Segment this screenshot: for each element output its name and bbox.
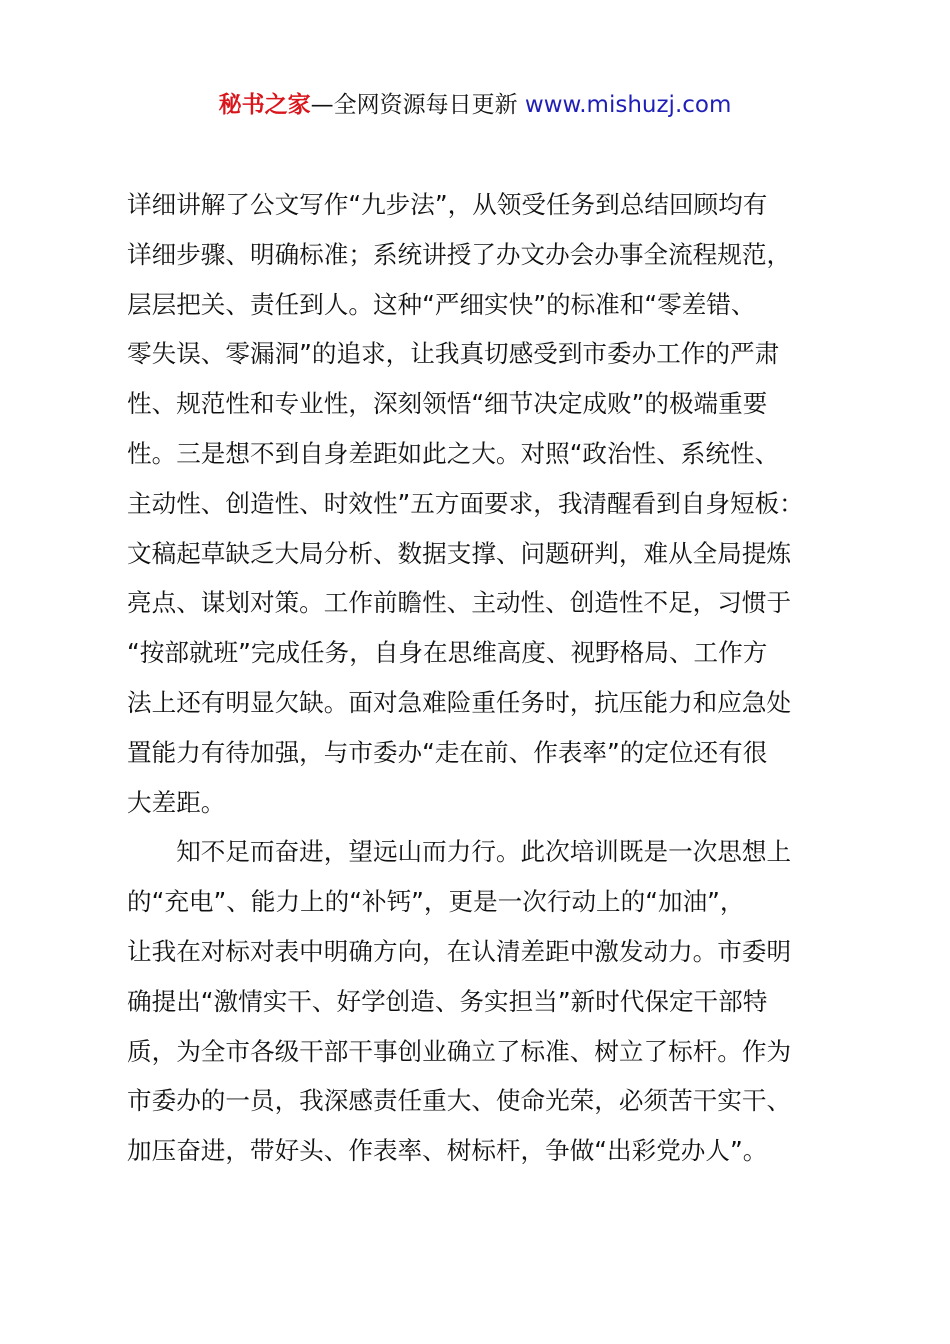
text-line: 质，为全市各级干部干事创业确立了标准、树立了标杆。作为	[127, 1036, 792, 1066]
text-line: 主动性、创造性、时效性”五方面要求，我清醒看到自身短板：	[127, 488, 804, 518]
text-line: 性。三是想不到自身差距如此之大。对照“政治性、系统性、	[127, 438, 780, 468]
text-line: 详细讲解了公文写作“九步法”，从领受任务到总结回顾均有	[127, 190, 768, 219]
text-line: 文稿起草缺乏大局分析、数据支撑、问题研判，难从全局提炼	[127, 538, 792, 568]
site-header	[0, 88, 950, 122]
site-tagline: —全网资源每日更新	[310, 92, 518, 118]
text-line: 让我在对标对表中明确方向，在认清差距中激发动力。市委明	[127, 936, 792, 966]
text-line: 零失误、零漏洞”的追求，让我真切感受到市委办工作的严肃	[127, 339, 780, 369]
text-line: 法上还有明显欠缺。面对急难险重任务时，抗压能力和应急处	[127, 687, 792, 717]
text-line: 亮点、谋划对策。工作前瞻性、主动性、创造性不足，习惯于	[127, 588, 792, 618]
paragraph-start-line: 知不足而奋进，望远山而力行。此次培训既是一次思想上	[127, 837, 792, 867]
text-line: 的“充电”、能力上的“补钙”，更是一次行动上的“加油”，	[127, 887, 745, 917]
text-line: 详细步骤、明确标准；系统讲授了办文办会办事全流程规范，	[127, 239, 792, 269]
site-url-link[interactable]: www.mishuzj.com	[524, 92, 732, 118]
text-line: 加压奋进，带好头、作表率、树标杆，争做“出彩党办人”。	[127, 1136, 768, 1166]
text-line: 层层把关、责任到人。这种“严细实快”的标准和“零差错、	[127, 289, 756, 319]
text-line: 确提出“激情实干、好学创造、务实担当”新时代保定干部特	[127, 986, 768, 1016]
text-line: 性、规范性和专业性，深刻领悟“细节决定成败”的极端重要	[127, 389, 768, 419]
text-line: 大差距。	[127, 787, 226, 817]
text-line: 市委办的一员，我深感责任重大、使命光荣，必须苦干实干、	[127, 1086, 792, 1116]
text-line: 置能力有待加强，与市委办“走在前、作表率”的定位还有很	[127, 737, 768, 767]
site-brand: 秘书之家	[218, 92, 311, 118]
text-line: “按部就班”完成任务，自身在思维高度、视野格局、工作方	[127, 638, 768, 668]
document-body	[127, 180, 855, 1176]
